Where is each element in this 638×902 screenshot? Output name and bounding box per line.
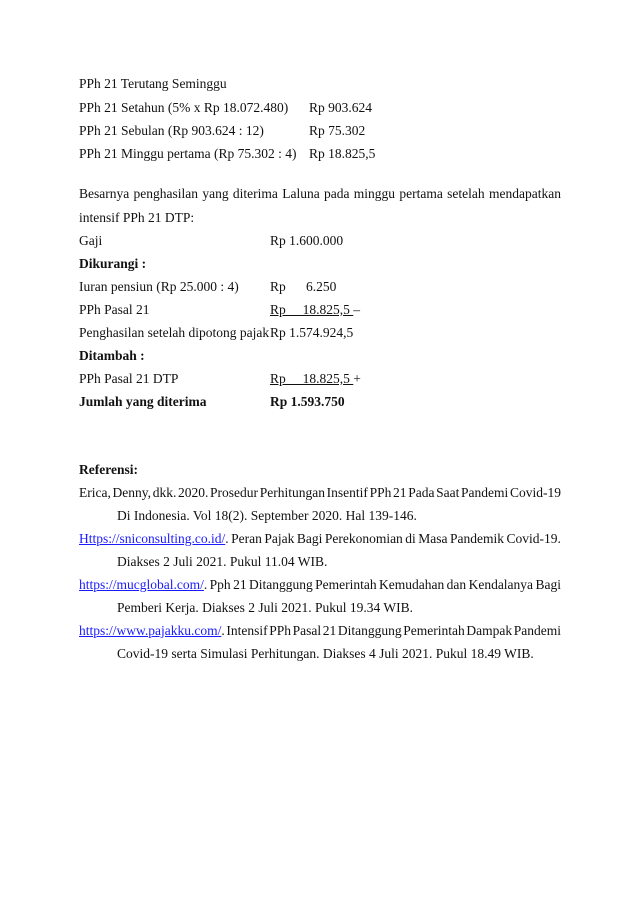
reference-line-1: [79, 577, 561, 593]
paragraph-word: Besarnya: [79, 186, 130, 201]
reference-word: Ditanggung: [248, 577, 313, 592]
reference-line-1: [79, 485, 561, 501]
reference-word: Perhitungan: [259, 485, 325, 500]
reference-link[interactable]: https://www.pajakku.com/: [79, 623, 222, 638]
reference-link-group: [79, 531, 229, 547]
reference-line-2: Di Indonesia. Vol 18(2). September 2020. Hal 139-146.: [117, 508, 417, 523]
weekly-tax-title: PPh 21 Terutang Seminggu: [79, 76, 227, 91]
minus-sign: –: [353, 302, 361, 317]
calc-row-value: Rp 18.825,5: [309, 146, 376, 161]
reference-punctuation: .: [221, 623, 225, 638]
reference-word: Insentif: [326, 485, 368, 500]
iuran-label: Iuran pensiun (Rp 25.000 : 4): [79, 279, 239, 294]
reference-link-group: [79, 577, 207, 593]
reference-word: Covid-19: [509, 485, 561, 500]
reference-line-1: [79, 531, 561, 547]
reference-item: [79, 485, 561, 524]
reference-word: 21: [322, 623, 337, 638]
reference-word: Masa: [418, 531, 448, 546]
paragraph-word: pada: [324, 186, 350, 201]
reference-word: Kendalanya: [468, 577, 534, 592]
total-label: Jumlah yang diterima: [79, 394, 207, 409]
paragraph-word: mendapatkan: [488, 186, 561, 201]
reference-word: 21: [233, 577, 247, 592]
reference-punctuation: .: [225, 531, 229, 546]
reference-word: Kemudahan: [379, 577, 445, 592]
reference-word: di: [405, 531, 416, 546]
reference-word: Pph: [209, 577, 231, 592]
after-tax-label: Penghasilan setelah dipotong pajak: [79, 325, 270, 340]
reference-item: [79, 623, 561, 662]
reference-word: Ditanggung: [337, 623, 402, 638]
pph-label: PPh Pasal 21: [79, 302, 150, 317]
paragraph-word: minggu: [353, 186, 396, 201]
reference-word: 2020.: [178, 485, 209, 500]
reference-word: Denny,: [112, 485, 152, 500]
gaji-label: Gaji: [79, 233, 103, 248]
reference-word: Pandemik: [450, 531, 505, 546]
gaji-value: Rp 1.600.000: [270, 233, 344, 248]
reference-punctuation: .: [203, 577, 208, 592]
reference-line-2: Diakses 2 Juli 2021. Pukul 11.04 WIB.: [117, 554, 328, 569]
paragraph-line-2: intensif PPh 21 DTP:: [79, 210, 195, 225]
reference-word: Perekonomian: [324, 531, 403, 546]
calc-row-value: Rp 903.624: [309, 100, 373, 115]
paragraph-word: penghasilan: [133, 186, 199, 201]
calc-row-label: PPh 21 Minggu pertama (Rp 75.302 : 4): [79, 146, 297, 161]
references-heading: Referensi:: [79, 462, 138, 477]
reference-word: dkk.: [152, 485, 177, 500]
reference-word: 21: [393, 485, 407, 500]
total-value: Rp 1.593.750: [270, 394, 345, 409]
reference-link[interactable]: Https://sniconsulting.co.id/: [79, 531, 226, 546]
dtp-value-row: [270, 371, 361, 387]
reference-word: Peran: [231, 531, 262, 546]
reference-item: [79, 531, 561, 570]
iuran-value: Rp 6.250: [270, 279, 337, 294]
reference-word: Pasal: [292, 623, 322, 638]
reference-word: Bagi: [535, 577, 561, 592]
reference-word: PPh: [269, 623, 292, 638]
plus-sign: +: [353, 371, 361, 386]
reference-word: Pemerintah: [403, 623, 465, 638]
dikurangi-heading: Dikurangi :: [79, 256, 147, 271]
reference-word: Intensif: [226, 623, 268, 638]
reference-line-1: [79, 623, 561, 639]
calc-row-label: PPh 21 Sebulan (Rp 903.624 : 12): [79, 123, 264, 138]
reference-word: Pandemi: [461, 485, 509, 500]
ditambah-heading: Ditambah :: [79, 348, 145, 363]
reference-line-2: Pemberi Kerja. Diakses 2 Juli 2021. Pukul 19.34 WIB.: [117, 600, 413, 615]
reference-word: Covid-19.: [506, 531, 561, 546]
paragraph-line-1: [79, 186, 561, 202]
paragraph-word: Laluna: [282, 186, 320, 201]
reference-link[interactable]: https://mucglobal.com/: [79, 577, 204, 592]
pph-value: Rp 18.825,5: [270, 302, 354, 317]
reference-word: Erica,: [79, 485, 111, 500]
reference-word: Pandemi: [513, 623, 561, 638]
calc-row-label: PPh 21 Setahun (5% x Rp 18.072.480): [79, 100, 289, 115]
reference-line-2: Covid-19 serta Simulasi Perhitungan. Diakses 4 Juli 2021. Pukul 18.49 WIB.: [117, 646, 534, 661]
paragraph-word: diterima: [232, 186, 278, 201]
dtp-value: Rp 18.825,5: [270, 371, 354, 386]
reference-word: Pemerintah: [315, 577, 377, 592]
reference-word: Bagi: [296, 531, 323, 546]
reference-word: Pada: [408, 485, 435, 500]
paragraph-word: setelah: [447, 186, 485, 201]
reference-word: dan: [446, 577, 467, 592]
paragraph-word: yang: [202, 186, 229, 201]
reference-word: Prosedur: [210, 485, 259, 500]
calc-row-value: Rp 75.302: [309, 123, 366, 138]
pph-value-row: [270, 302, 360, 318]
reference-word: Dampak: [466, 623, 513, 638]
reference-word: PPh: [369, 485, 392, 500]
reference-item: [79, 577, 561, 616]
reference-link-group: [79, 623, 225, 639]
paragraph-word: pertama: [399, 186, 443, 201]
after-tax-value: Rp 1.574.924,5: [270, 325, 354, 340]
reference-word: Pajak: [264, 531, 295, 546]
reference-word: Saat: [436, 485, 460, 500]
dtp-label: PPh Pasal 21 DTP: [79, 371, 179, 386]
